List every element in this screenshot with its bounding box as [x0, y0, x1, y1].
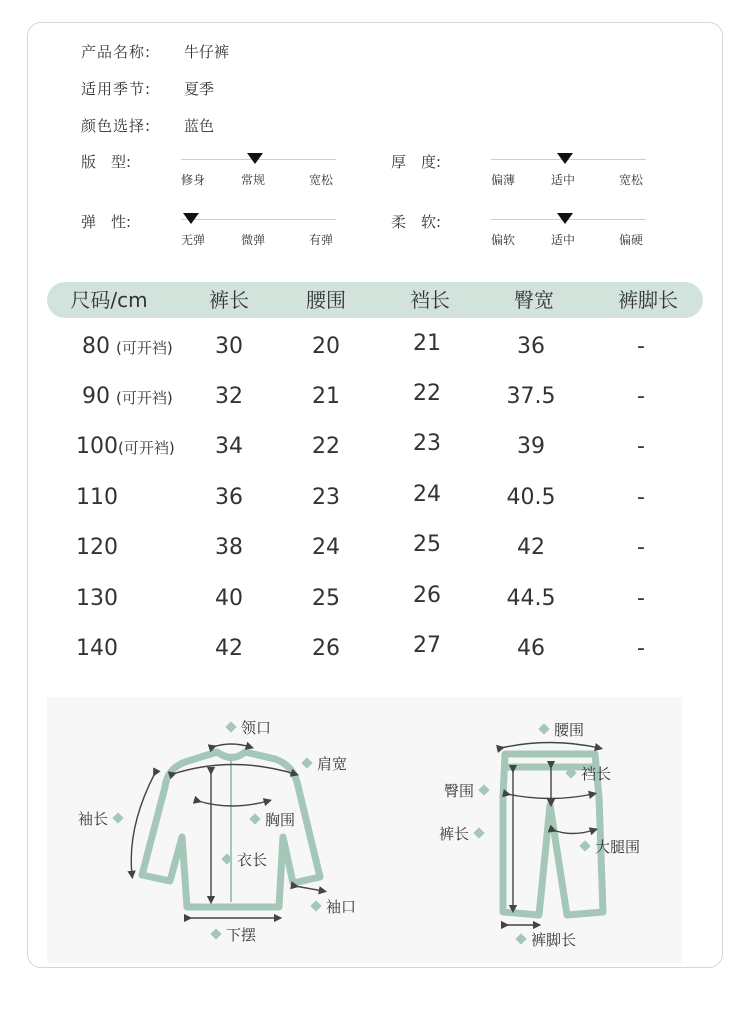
scale-marker-icon: [557, 153, 573, 164]
size-cell: [76, 434, 175, 459]
thickness-label: 厚 度:: [391, 153, 442, 171]
size-value: 130: [76, 586, 118, 611]
scale-marker-icon: [557, 213, 573, 224]
label-pants-length: 裤长: [439, 823, 489, 844]
size-value: 100: [76, 434, 118, 459]
table-cell: 30: [215, 334, 243, 359]
table-cell: 21: [413, 331, 441, 356]
table-cell: 25: [312, 586, 340, 611]
header-rise: 裆长: [410, 288, 450, 312]
table-cell: 39: [517, 434, 545, 459]
scale-tick-label: 适中: [551, 233, 576, 247]
season-value: 夏季: [184, 80, 215, 98]
table-cell: 21: [312, 384, 340, 409]
scale-tick-label: 适中: [551, 173, 576, 187]
table-cell: 36: [517, 334, 545, 359]
table-cell: 32: [215, 384, 243, 409]
scale-tick-label: 偏硬: [619, 233, 644, 247]
scale-tick-label: 偏薄: [491, 173, 516, 187]
table-cell: 22: [312, 434, 340, 459]
thickness-scale: [491, 151, 646, 191]
label-sleeve-length: 袖长: [78, 808, 128, 829]
softness-scale: [491, 211, 646, 251]
measurement-diagram: [47, 697, 682, 963]
label-chest: 胸围: [245, 809, 295, 830]
size-cell: [82, 384, 173, 409]
label-hip: 臀围: [444, 780, 494, 801]
table-cell: 38: [215, 535, 243, 560]
color-value: 蓝色: [184, 117, 215, 135]
scale-tick-label: 无弹: [181, 233, 206, 247]
table-cell: 37.5: [506, 384, 556, 409]
table-cell: 26: [413, 583, 441, 608]
elastic-label: 弹 性:: [81, 213, 132, 231]
scale-tick-label: 常规: [241, 173, 266, 187]
table-cell: -: [637, 535, 645, 560]
table-cell: 36: [215, 485, 243, 510]
table-cell: 23: [413, 431, 441, 456]
label-thigh: 大腿围: [575, 836, 640, 857]
fit-label: 版 型:: [81, 153, 132, 171]
table-cell: 40: [215, 586, 243, 611]
table-cell: -: [637, 485, 645, 510]
product-name-value: 牛仔裤: [184, 43, 230, 61]
scale-marker-icon: [247, 153, 263, 164]
size-value: 80: [82, 334, 110, 359]
label-hem: 下摆: [206, 924, 256, 945]
header-size: 尺码/cm: [70, 288, 148, 312]
table-cell: 22: [413, 381, 441, 406]
table-cell: 44.5: [506, 586, 556, 611]
header-leg-opening: 裤脚长: [618, 288, 678, 312]
scale-tick-label: 偏软: [491, 233, 516, 247]
season-row: [81, 78, 214, 99]
scale-tick-label: 微弹: [241, 233, 266, 247]
size-note: (可开裆): [118, 439, 175, 457]
size-cell: [76, 636, 118, 661]
table-cell: -: [637, 434, 645, 459]
label-leg-opening: 裤脚长: [511, 929, 576, 950]
size-value: 120: [76, 535, 118, 560]
scale-line: [181, 219, 336, 220]
table-cell: 34: [215, 434, 243, 459]
table-cell: -: [637, 586, 645, 611]
product-name-label: 产品名称:: [81, 43, 152, 61]
label-collar: 领口: [221, 717, 271, 738]
size-value: 140: [76, 636, 118, 661]
size-cell: [76, 586, 118, 611]
label-waist: 腰围: [534, 719, 584, 740]
size-cell: [76, 485, 118, 510]
label-cuff: 袖口: [306, 896, 356, 917]
table-cell: -: [637, 636, 645, 661]
softness-label: 柔 软:: [391, 213, 442, 231]
size-cell: [76, 535, 118, 560]
elastic-scale: [181, 211, 336, 251]
header-length: 裤长: [209, 288, 249, 312]
size-note: (可开裆): [116, 389, 173, 407]
scale-marker-icon: [183, 213, 199, 224]
size-value: 90: [82, 384, 110, 409]
scale-tick-label: 宽松: [309, 173, 334, 187]
scale-tick-label: 修身: [181, 173, 206, 187]
color-row: [81, 115, 214, 136]
scale-tick-label: 有弹: [309, 233, 334, 247]
table-cell: 27: [413, 633, 441, 658]
table-cell: 25: [413, 532, 441, 557]
table-cell: 23: [312, 485, 340, 510]
table-cell: 42: [215, 636, 243, 661]
table-cell: 24: [312, 535, 340, 560]
label-shoulder: 肩宽: [297, 753, 347, 774]
size-value: 110: [76, 485, 118, 510]
product-name-row: [81, 41, 229, 62]
scale-tick-label: 宽松: [619, 173, 644, 187]
table-cell: 46: [517, 636, 545, 661]
header-hip: 臀宽: [514, 288, 554, 312]
size-cell: [82, 334, 173, 359]
table-cell: -: [637, 384, 645, 409]
size-note: (可开裆): [116, 339, 173, 357]
garment-illustration: [47, 697, 682, 963]
header-waist: 腰围: [306, 288, 346, 312]
size-table-header: [47, 282, 703, 318]
fit-scale: [181, 151, 336, 191]
label-rise: 裆长: [561, 763, 611, 784]
table-cell: 42: [517, 535, 545, 560]
table-cell: 20: [312, 334, 340, 359]
table-cell: -: [637, 334, 645, 359]
label-body-length: 衣长: [217, 849, 267, 870]
table-cell: 40.5: [506, 485, 556, 510]
table-cell: 26: [312, 636, 340, 661]
season-label: 适用季节:: [81, 80, 152, 98]
table-cell: 24: [413, 482, 441, 507]
color-label: 颜色选择:: [81, 117, 152, 135]
